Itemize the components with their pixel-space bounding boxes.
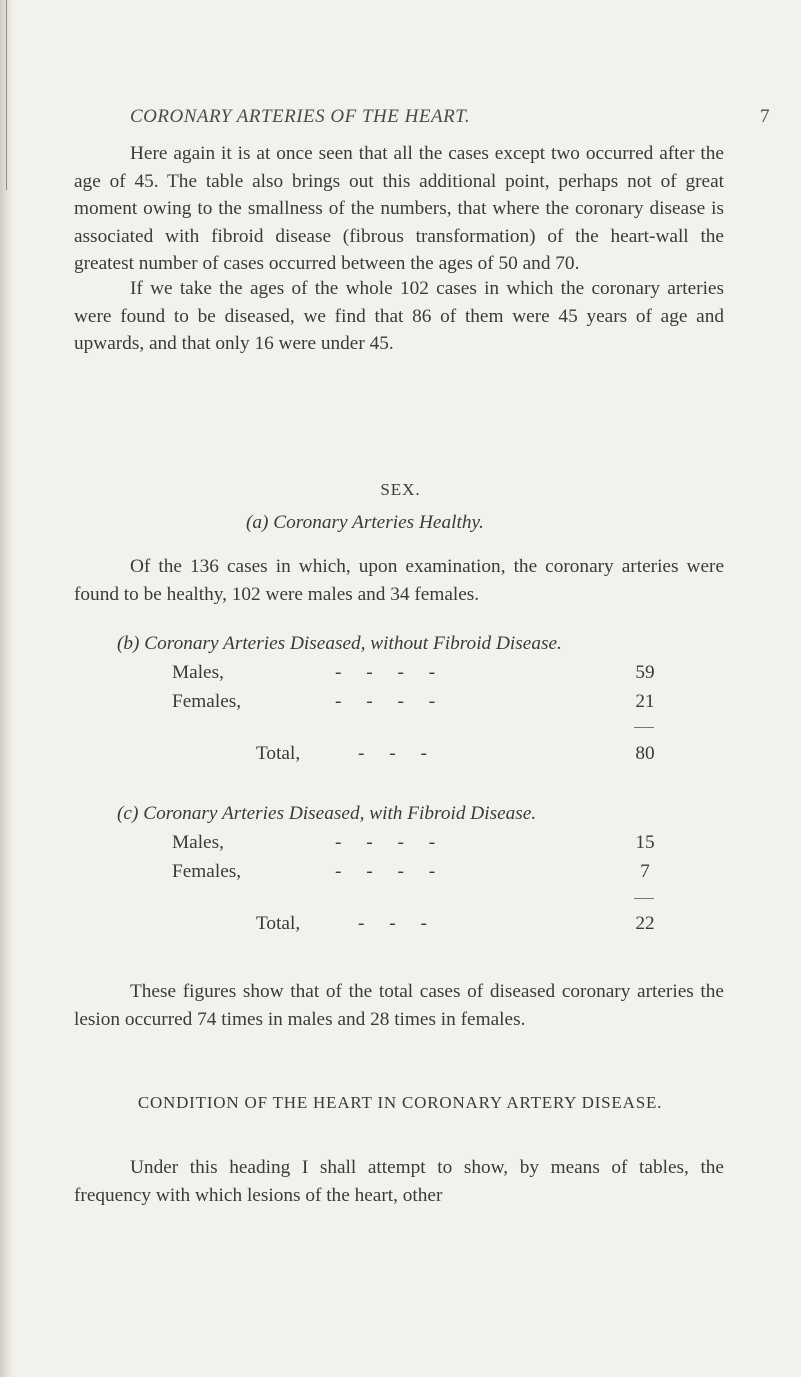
paragraph-ages-summary: If we take the ages of the whole 102 cases in which the coronary arteries were found to be diseased, we find that 86 of them were 45 years of age and upwards, and that only 16 were under 45. [74, 278, 724, 354]
subheading-diseased-without-fibroid: (b) Coronary Arteries Diseased, without Fibroid Disease. [117, 633, 562, 654]
page-edge-shadow [0, 0, 14, 1377]
table-b-total-label: Total, [256, 743, 301, 764]
table-c-males-value: 15 [635, 832, 655, 853]
section-heading-condition: CONDITION OF THE HEART IN CORONARY ARTERY DISEASE. [137, 1093, 663, 1112]
table-c-females-dashes: - - - - [335, 861, 446, 882]
subheading-healthy: (a) Coronary Arteries Healthy. [246, 512, 484, 533]
section-heading-sex: SEX. [380, 480, 421, 499]
table-b-females-label: Females, [172, 691, 242, 712]
table-c-total-dashes: - - - [358, 913, 437, 934]
table-c-males-dashes: - - - - [335, 832, 446, 853]
table-b-females-dashes: - - - - [335, 691, 446, 712]
paragraph-healthy-cases: Of the 136 cases in which, upon examination, the coronary arteries were found to be healthy, 102 were males and 34 females. [74, 556, 724, 605]
running-head: CORONARY ARTERIES OF THE HEART. [130, 106, 471, 127]
page-number: 7 [760, 106, 770, 127]
table-b-males-label: Males, [172, 662, 224, 683]
paragraph-ages-intro: Here again it is at once seen that all the cases except two occurred after the age of 45. The table also brings out this additional point, perhaps not of great moment owing to the smallness of the numbers, that where the coronary disease is associated with fibroid disease (fibrous transformation) of the heart-wall the greatest number of cases occurred between the ages of 50 and 70. [74, 143, 724, 274]
paragraph-condition-intro: Under this heading I shall attempt to show, by means of tables, the frequency with which lesions of the heart, other [74, 1157, 724, 1206]
table-b-total-value: 80 [635, 743, 655, 764]
table-b-males-value: 59 [635, 662, 655, 683]
page-edge-line [6, 0, 7, 190]
table-c-sum-rule [634, 898, 654, 899]
paragraph-sex-summary: These figures show that of the total cases of diseased coronary arteries the lesion occurred 74 times in males and 28 times in females. [74, 981, 724, 1030]
table-c-females-label: Females, [172, 861, 242, 882]
table-c-total-value: 22 [635, 913, 655, 934]
table-c-males-label: Males, [172, 832, 224, 853]
table-b-sum-rule [634, 727, 654, 728]
table-c-total-label: Total, [256, 913, 301, 934]
table-b-females-value: 21 [635, 691, 655, 712]
table-b-males-dashes: - - - - [335, 662, 446, 683]
table-c-females-value: 7 [640, 861, 650, 882]
table-b-total-dashes: - - - [358, 743, 437, 764]
subheading-diseased-with-fibroid: (c) Coronary Arteries Diseased, with Fibroid Disease. [117, 803, 537, 824]
